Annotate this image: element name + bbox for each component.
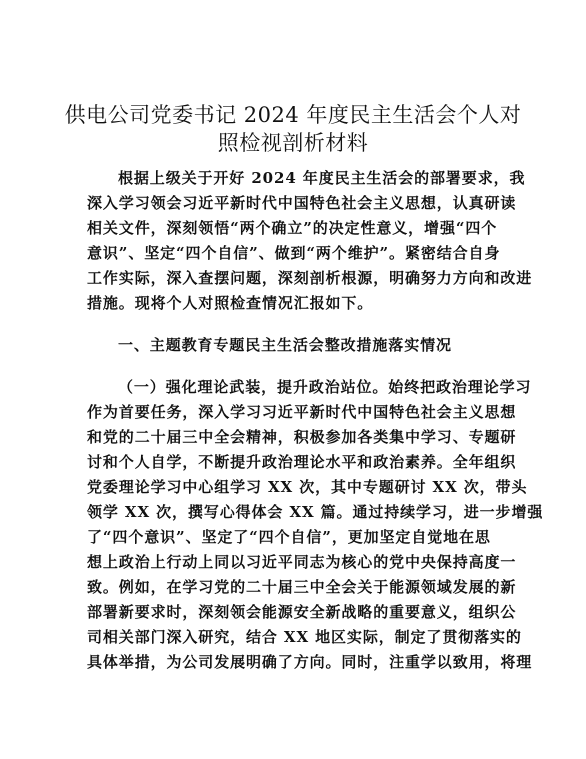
paragraph-1-line-2: 深入学习领会习近平新时代中国特色社会主义思想，认真研读 — [87, 194, 517, 212]
paragraph-1-line-6: 措施。现将个人对照检查情况汇报如下。 — [87, 294, 374, 312]
paragraph-2-line-6: 领学 XX 次，撰写心得体会 XX 篇。通过持续学习，进一步增强 — [87, 503, 544, 521]
paragraph-2-line-1: （一）强化理论武装，提升政治站位。始终把政治理论学习 — [118, 378, 532, 396]
paragraph-2-line-4: 讨和个人自学，不断提升政治理论水平和政治素养。全年组织 — [87, 453, 517, 471]
paragraph-2-line-5: 党委理论学习中心组学习 XX 次，其中专题研讨 XX 次，带头 — [87, 478, 528, 496]
document-title-line-2: 照检视剖析材料 — [217, 131, 369, 155]
paragraph-1-line-1: 根据上级关于开好 2024 年度民主生活会的部署要求，我 — [118, 169, 526, 187]
paragraph-1-line-5: 工作实际，深入查摆问题，深刻剖析根源，明确努力方向和改进 — [87, 269, 533, 287]
paragraph-2-line-8: 想上政治上行动上同以习近平同志为核心的党中央保持高度一 — [87, 553, 517, 571]
paragraph-2-line-2: 作为首要任务，深入学习习近平新时代中国特色社会主义思想 — [87, 403, 517, 421]
section-heading-1: 一、主题教育专题民主生活会整改措施落实情况 — [118, 336, 452, 354]
paragraph-2-line-11: 司相关部门深入研究，结合 XX 地区实际，制定了贯彻落实的 — [87, 628, 522, 646]
document-title-line-1: 供电公司党委书记 2024 年度民主生活会个人对 — [64, 103, 522, 127]
paragraph-2-line-12: 具体举措，为公司发展明确了方向。同时，注重学以致用，将理 — [87, 653, 533, 671]
paragraph-2-line-10: 部署新要求时，深刻领会能源安全新战略的重要意义，组织公 — [87, 603, 517, 621]
paragraph-1-line-3: 相关文件，深刻领悟“两个确立”的决定性意义，增强“四个 — [87, 219, 498, 237]
paragraph-2-line-3: 和党的二十届三中全会精神，积极参加各类集中学习、专题研 — [87, 428, 517, 446]
paragraph-2-line-9: 致。例如，在学习党的二十届三中全会关于能源领域发展的新 — [87, 578, 517, 596]
paragraph-1-line-4: 意识”、坚定“四个自信”、做到“两个维护”。紧密结合自身 — [87, 244, 501, 262]
paragraph-2-line-7: 了“四个意识”、坚定了“四个自信”，更加坚定自觉地在思 — [87, 528, 491, 546]
